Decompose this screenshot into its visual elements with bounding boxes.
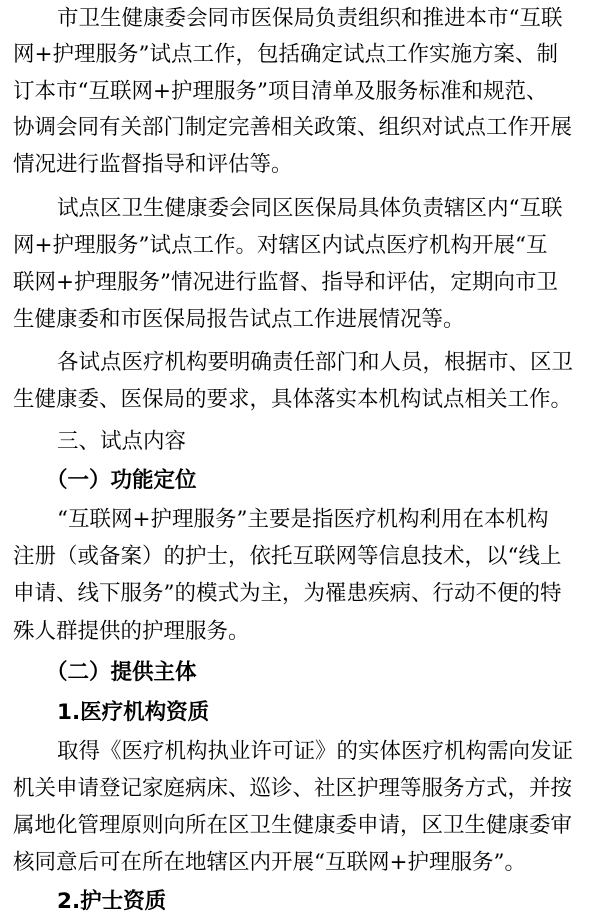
- paragraph-line: 殊人群提供的护理服务。: [13, 619, 250, 644]
- subsection-heading: （二）提供主体: [46, 660, 197, 685]
- paragraph-line: 订本市“互联网+护理服务”项目清单及服务标准和规范、: [13, 79, 548, 104]
- paragraph-line: 注册（或备案）的护士，依托互联网等信息技术，以“线上: [13, 544, 562, 569]
- paragraph-line: 协调会同有关部门制定完善相关政策、组织对试点工作开展: [13, 115, 573, 140]
- paragraph-line: 机关申请登记家庭病床、巡诊、社区护理等服务方式，并按: [13, 776, 573, 801]
- paragraph-line: 情况进行监督指导和评估等。: [13, 152, 293, 177]
- paragraph-line: 网+护理服务”试点工作。对辖区内试点医疗机构开展“互: [13, 233, 548, 258]
- paragraph-line: 市卫生健康委会同市医保局负责组织和推进本市“互联: [57, 6, 563, 31]
- paragraph-line: 各试点医疗机构要明确责任部门和人员，根据市、区卫: [57, 350, 574, 375]
- paragraph-line: 生健康委、医保局的要求，具体落实本机构试点相关工作。: [13, 387, 573, 412]
- paragraph-line: 联网+护理服务”情况进行监督、指导和评估，定期向市卫: [13, 270, 559, 295]
- section-heading: 三、试点内容: [57, 429, 187, 454]
- paragraph-line: 核同意后可在所在地辖区内开展“互联网+护理服务”。: [13, 850, 526, 875]
- paragraph-line: “互联网+护理服务”主要是指医疗机构利用在本机构: [57, 507, 549, 532]
- item-heading: 2.护士资质: [57, 889, 167, 914]
- item-heading: 1.医疗机构资质: [57, 700, 210, 725]
- paragraph-line: 网+护理服务”试点工作，包括确定试点工作实施方案、制: [13, 42, 559, 67]
- paragraph-line: 取得《医疗机构执业许可证》的实体医疗机构需向发证: [57, 739, 574, 764]
- subsection-heading: （一）功能定位: [46, 468, 197, 493]
- paragraph-line: 申请、线下服务”的模式为主，为罹患疾病、行动不便的特: [13, 581, 562, 606]
- paragraph-line: 试点区卫生健康委会同区医保局具体负责辖区内“互联: [57, 196, 563, 221]
- paragraph-line: 生健康委和市医保局报告试点工作进展情况等。: [13, 307, 465, 332]
- paragraph-line: 属地化管理原则向所在区卫生健康委申请，区卫生健康委审: [13, 813, 573, 838]
